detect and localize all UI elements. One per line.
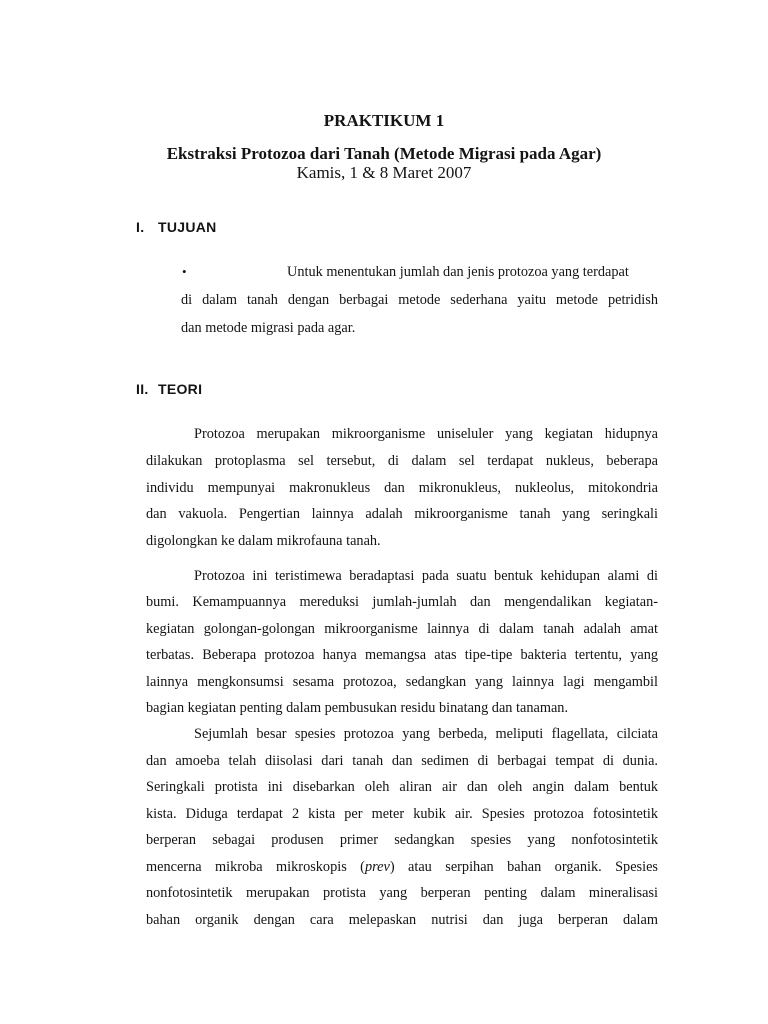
paragraph-line: Sejumlah besar spesies protozoa yang berbeda, meliputi flagellata, cilciata (194, 726, 658, 742)
section-heading-teori (136, 381, 202, 397)
paragraph-line: kista. Diduga terdapat 2 kista per meter kubik air. Spesies protozoa fotosintetik (146, 806, 658, 822)
paragraph-line: dan metode migrasi pada agar. (181, 320, 356, 336)
section-number: II. (136, 381, 149, 397)
italic-text-run: prev (364, 859, 390, 875)
section-heading-tujuan (136, 219, 217, 235)
document-date: Kamis, 1 & 8 Maret 2007 (296, 163, 472, 182)
paragraph-line: nonfotosintetik merupakan protista yang berperan penting dalam mineralisasi (146, 885, 658, 901)
text-run: ) atau serpihan bahan organik. Spesies (389, 859, 658, 875)
paragraph-line: dan vakuola. Pengertian lainnya adalah mikroorganisme tanah yang seringkali (146, 506, 658, 522)
document-title: PRAKTIKUM 1 (323, 111, 445, 130)
paragraph-line: dilakukan protoplasma sel tersebut, di dalam sel terdapat nukleus, beberapa (146, 453, 658, 469)
bullet-icon: • (182, 264, 187, 279)
paragraph-line: terbatas. Beberapa protozoa hanya memangsa atas tipe-tipe bakteria tertentu, yang (146, 647, 658, 663)
section-title: TEORI (158, 381, 203, 397)
section-number: I. (136, 219, 145, 235)
paragraph-line: bahan organik dengan cara melepaskan nutrisi dan juga berperan dalam (146, 912, 658, 928)
text-run: mencerna mikroba mikroskopis ( (146, 859, 365, 875)
document-subtitle: Ekstraksi Protozoa dari Tanah (Metode Migrasi pada Agar) (166, 144, 602, 163)
paragraph-line: bumi. Kemampuannya mereduksi jumlah-jumlah dan mengendalikan kegiatan- (146, 594, 658, 610)
paragraph-line: digolongkan ke dalam mikrofauna tanah. (146, 533, 381, 549)
paragraph-line: Seringkali protista ini disebarkan oleh aliran air dan oleh angin dalam bentuk (146, 779, 658, 795)
paragraph-line: individu mempunyai makronukleus dan mikronukleus, nukleolus, mitokondria (146, 480, 658, 496)
paragraph-line: berperan sebagai produsen primer sedangkan spesies yang nonfotosintetik (146, 832, 658, 848)
section-title: TUJUAN (158, 219, 217, 235)
paragraph-line: Untuk menentukan jumlah dan jenis protozoa yang terdapat (287, 264, 629, 280)
paragraph-line: lainnya mengkonsumsi sesama protozoa, sedangkan yang lainnya lagi mengambil (146, 674, 658, 690)
paragraph-line: Protozoa ini teristimewa beradaptasi pada suatu bentuk kehidupan alami di (194, 568, 658, 584)
paragraph-line-mixed (146, 857, 658, 877)
paragraph-line: Protozoa merupakan mikroorganisme uniseluler yang kegiatan hidupnya (194, 426, 658, 442)
paragraph-line: dan amoeba telah diisolasi dari tanah dan sedimen di berbagai tempat di dunia. (146, 753, 658, 769)
paragraph-line: kegiatan golongan-golongan mikroorganisme lainnya di dalam tanah adalah amat (146, 621, 658, 637)
paragraph-line: di dalam tanah dengan berbagai metode sederhana yaitu metode petridish (181, 292, 658, 308)
paragraph-line: bagian kegiatan penting dalam pembusukan residu binatang dan tanaman. (146, 700, 569, 716)
